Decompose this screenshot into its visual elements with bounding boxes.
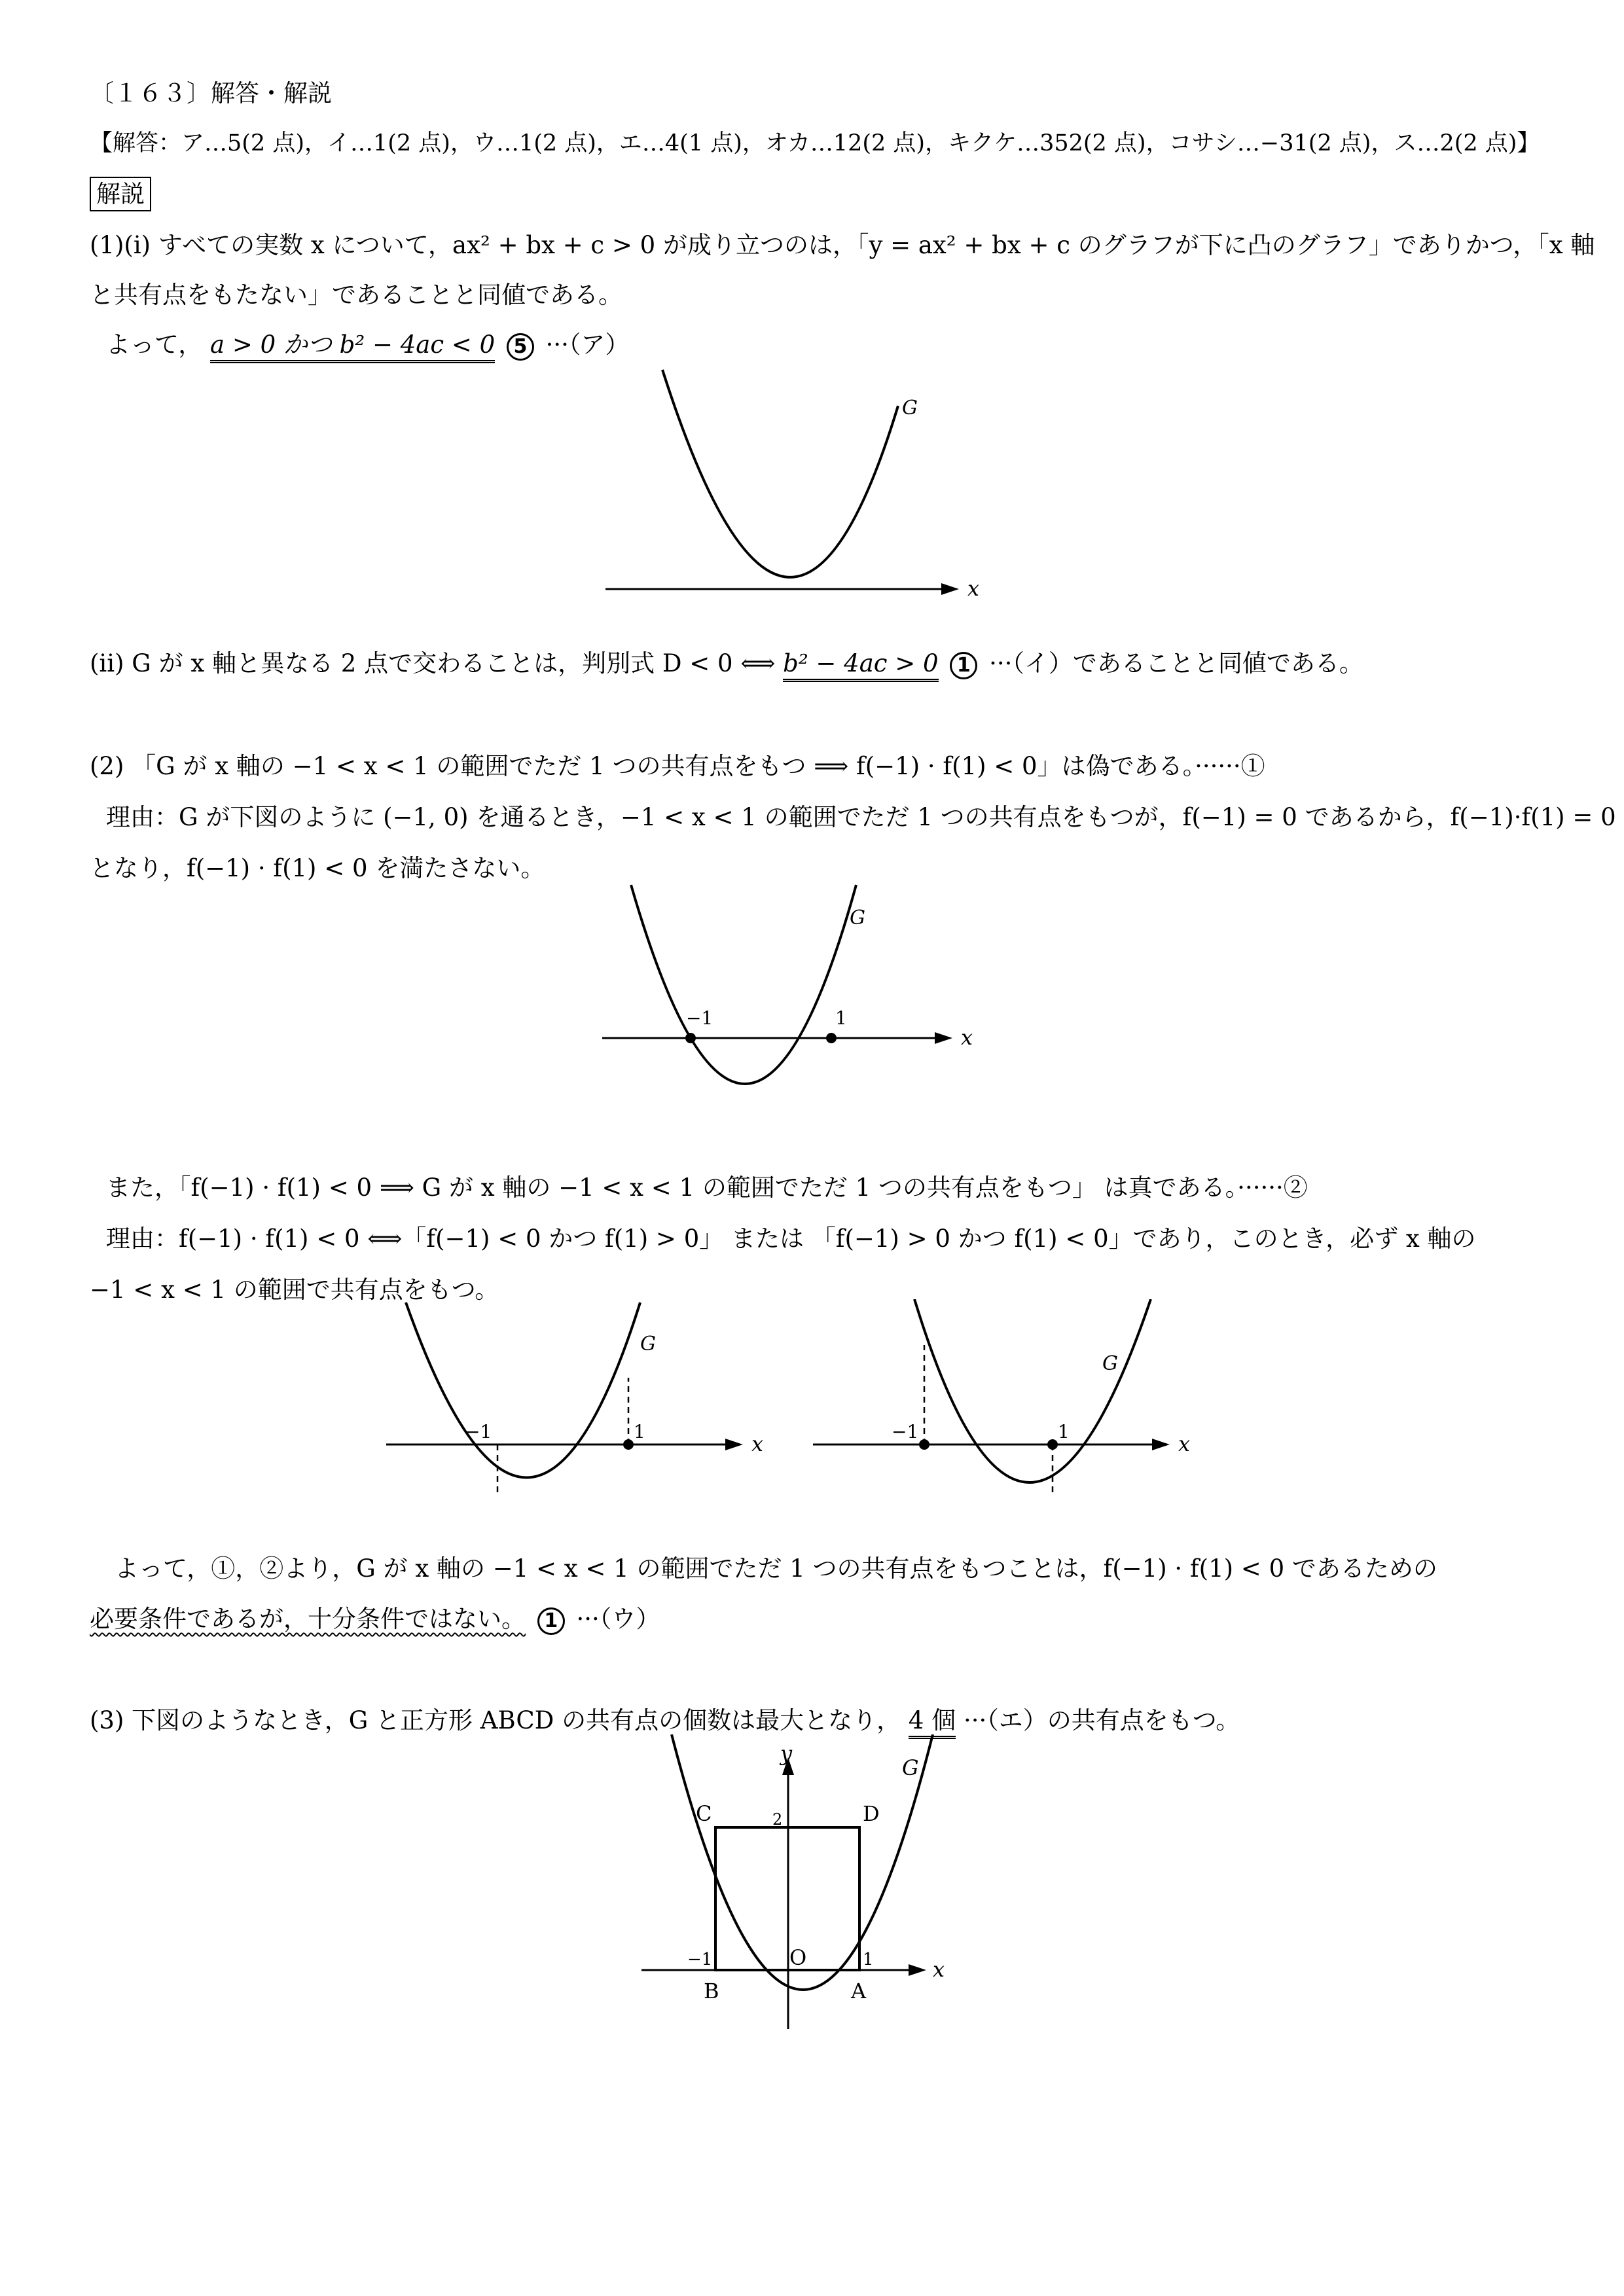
axis-label-x: x — [967, 576, 980, 601]
point-minus1 — [919, 1439, 929, 1450]
x-axis-arrow — [935, 1032, 952, 1044]
axis-label-x: x — [751, 1431, 764, 1456]
x-axis-arrow — [941, 583, 959, 595]
origin-label-O: O — [789, 1945, 807, 1970]
answer-circle-1: 1 — [537, 1607, 565, 1635]
tick-label-minus1: −1 — [465, 1421, 492, 1443]
parabola-curve — [662, 370, 898, 577]
part1-i-suffix: ···（ア） — [545, 331, 630, 359]
section-title: 〔１６３〕解答・解説 — [90, 79, 332, 107]
tick-label-minus1: −1 — [687, 1950, 713, 1969]
part2-line5: 理由：f(−1) · f(1) < 0 ⟺「f(−1) < 0 かつ f(1) > 0」 または 「f(−1) > 0 かつ f(1) < 0」であり，このとき，必ず x 軸の — [106, 1225, 1476, 1253]
x-axis-arrow — [725, 1439, 743, 1450]
graph-parabola-no-intersection — [589, 363, 1015, 605]
tick-label-1: 1 — [835, 1007, 847, 1029]
part3-line — [90, 1708, 1240, 1732]
parabola-curve — [914, 1299, 1151, 1482]
point-1 — [826, 1033, 837, 1043]
tick-label-1: 1 — [634, 1421, 645, 1443]
part2-line1: (2) 「G が x 軸の −1 < x < 1 の範囲でただ 1 つの共有点をもつ ⟹ f(−1) · f(1) < 0」は偽である。······① — [90, 752, 1265, 780]
answer-circle-5: 5 — [507, 333, 534, 361]
curve-label-G: G — [850, 906, 865, 929]
graph-case-f-neg1-positive — [806, 1299, 1212, 1528]
conclusion-answer: 必要条件であるが，十分条件ではない。 — [90, 1605, 526, 1633]
part1-i-line2: と共有点をもたない」であることと同値である。 — [90, 281, 623, 309]
part3-suffix: ···（エ）の共有点をもつ。 — [963, 1706, 1240, 1734]
tick-label-2: 2 — [772, 1810, 783, 1829]
curve-label-G: G — [640, 1333, 656, 1355]
tick-label-1: 1 — [863, 1950, 874, 1969]
point-1 — [623, 1439, 634, 1450]
part1-ii-line — [90, 651, 1363, 679]
graph-square-abcd — [628, 1734, 969, 2036]
point-minus1 — [685, 1033, 696, 1043]
part2-line4: また，「f(−1) · f(1) < 0 ⟹ G が x 軸の −1 < x < 1 の範囲でただ 1 つの共有点をもつ」 は真である。······② — [106, 1174, 1308, 1202]
part1-i-answer: a > 0 かつ b² − 4ac < 0 — [210, 331, 495, 363]
tick-label-minus1: −1 — [686, 1007, 713, 1029]
axis-label-x: x — [933, 1957, 945, 1982]
part3-prefix: (3) 下図のようなとき，G と正方形 ABCD の共有点の個数は最大となり， — [90, 1706, 901, 1734]
part1-i-line1: (1)(i) すべての実数 x について，ax² + bx + c > 0 が成り立つのは，「y = ax² + bx + c のグラフが下に凸のグラフ」でありかつ，「x 軸 — [90, 231, 1595, 259]
vertex-label-A: A — [851, 1979, 867, 2003]
conclusion-suffix: ···（ウ） — [576, 1605, 660, 1633]
part1-i-line3 — [106, 332, 629, 361]
part2-line6: −1 < x < 1 の範囲で共有点をもつ。 — [90, 1276, 499, 1304]
conclusion-line1: よって，①，②より，G が x 軸の −1 < x < 1 の範囲でただ 1 つの共有点をもつことは，f(−1) · f(1) < 0 であるための — [115, 1554, 1437, 1583]
part2-line2: 理由：G が下図のように (−1, 0) を通るとき，−1 < x < 1 の範囲でただ 1 つの共有点をもつが，f(−1) = 0 であるから，f(−1)·f(1) = 0 — [106, 803, 1616, 831]
part1-ii-suffix: ···（イ）であることと同値である。 — [989, 649, 1363, 677]
curve-label-G: G — [1102, 1352, 1118, 1375]
x-axis-arrow — [1152, 1439, 1170, 1450]
answer-circle-1: 1 — [950, 652, 977, 679]
kaisetsu-label: 解説 — [90, 177, 151, 211]
point-1 — [1047, 1439, 1058, 1450]
curve-label-G: G — [902, 397, 918, 420]
curve-label-G: G — [902, 1755, 919, 1780]
axis-label-x: x — [1178, 1431, 1191, 1456]
vertex-label-B: B — [704, 1979, 719, 2003]
tick-label-minus1: −1 — [892, 1421, 919, 1443]
kaisetsu-box — [90, 177, 151, 211]
answer-summary: 【解答：ア…5(2 点)，イ…1(2 点)，ウ…1(2 点)，エ…4(1 点)，オカ…12(2 点)，キクケ…352(2 点)，コサシ…−31(2 点)，ス…2(2 点)】 — [90, 130, 1540, 156]
tick-label-1: 1 — [1058, 1421, 1070, 1443]
part1-ii-answer: b² − 4ac > 0 — [783, 649, 938, 682]
part1-ii-prefix: (ii) G が x 軸と異なる 2 点で交わることは，判別式 D < 0 ⟺ — [90, 649, 776, 677]
x-axis-arrow — [909, 1964, 926, 1976]
part1-i-prefix: よって， — [106, 331, 203, 359]
graph-passes-minus1 — [589, 877, 995, 1086]
vertex-label-C: C — [696, 1801, 712, 1826]
part2-line3: となり，f(−1) · f(1) < 0 を満たさない。 — [90, 854, 545, 882]
vertex-label-D: D — [863, 1801, 880, 1826]
parabola-curve — [406, 1302, 640, 1478]
graph-case-f-neg1-negative — [380, 1299, 785, 1528]
axis-label-x: x — [961, 1025, 973, 1050]
axis-label-y: y — [780, 1741, 793, 1766]
conclusion-line2 — [90, 1607, 660, 1635]
part3-answer: 4 個 — [909, 1706, 956, 1739]
parabola-curve — [631, 885, 856, 1084]
